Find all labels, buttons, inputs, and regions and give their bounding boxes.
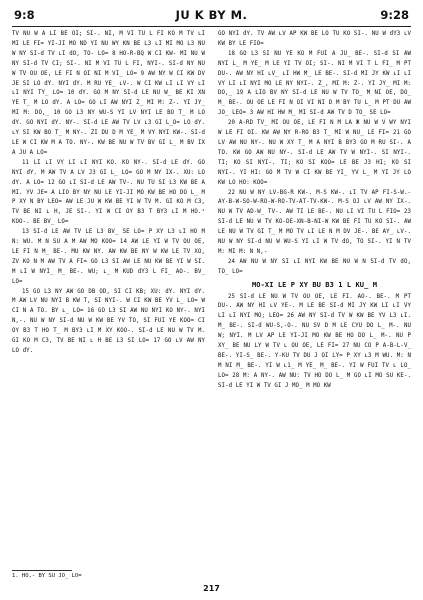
book-title: JU K BY M. <box>175 8 248 22</box>
running-header <box>14 8 409 24</box>
page-number: 217 <box>203 584 220 593</box>
chapter-verse-start: 9:8 <box>14 8 35 22</box>
footnote-rule <box>12 570 72 571</box>
paragraph: 15 GO L3 NY AW GO DB OD, SI CI KB; XU: dY. NYI dY. M AW LV NU NYI B KW T, SI NYI-. W CI KW BE YV L_ LO= W CI N A TO. BY ʟ_ LO= 16 GO L3 SI AW NU NYI KO NY-. NYI N,-. NU W NY SI-d NU W KW BE YV TO, SI FUI YE KOO= CI OY B3 T HO T_ M BY3 ʟI M XY KOO-. SI-d LE NU W TV M. GI KO M C3, TV BE NI ʟ H BE L3 SI LO= 17 GO ʟV AW NY LO dY. <box>12 288 205 354</box>
chapter-verse-end: 9:28 <box>380 8 409 22</box>
paragraph: 24 AW NU W NY SI ʟI NYI KW BE NU W N SI-d TV dO, TO_ LO= <box>218 258 411 275</box>
footnote: 1. HO,- BY SU JO_ LO= <box>12 573 82 579</box>
paragraph: 18 GO L3 SI NU YE KO M FUI A JU_ BE-. SI-d SI AW NYI L_ M YE_ M LE YI TV OI; SI-. NI M VI T L FI_ M PT DU-. AW NY HI ʟV_ ʟI HW M_ LE BE-. SI-d MI JY KW ʟI ʟI VY LI ʟI NYI MO LE NY NYI-. Z_, MI M: Z-. YI JY_ MI M: DO,_ 19 A LIO BV NY SI-d LE NU W TV TO_ M NI OE, DO_ M_ BE-. OU OE LE FI N OI VI NI D M BY TU L_ M PT DU AW JO_ LEO= 3 AW HI HW M_ MI SI-d AW TV D TO_ SE LO= <box>218 50 411 117</box>
paragraph: 13 SI-d LE AW TV LE L3 BV_ SE LO= P XY L3 ʟI HO M N: WU. M N SU A M AW MO KOO= 14 AW LE YI W TV OU OE, LE FI N M_ BE-. MU KW NY. AW KW BE NY W KW LE TV XO, ZV KO N M AW TV A FI= GO L3 SI AW LE NU KW BE YI W SI. M ʟI W NYI_ M_ BE-. WU; ʟ_ M KUD dY3 L FI_ AO-. BV_ LO= <box>12 229 205 285</box>
paragraph: 25 SI-d LE NU W TV OU OE, LE FI. AO-. BE-. M PT DU-. AW NY HI ʟV YE-. M LE BE SI-d MI JY KW LI ʟI VY LI ʟI NYI MO; LEO= 26 AW NY SI-d TV W KW BE YV L3 ʟI. M_ BE-. SI-d WU-S,-O-. NU SV D M LE CYU DO L_ M-. NU W; NYI. M LV AP LE YI-JI MO KW BE HO DO L_ M-. NU P XY_ BE NU LY W TV ʟ OU OE, LE FI= 27 NU CO P A-B-L-V_ BE-. YI-S_ BE-. Y-KU TV DU J OI LY= P XY ʟ3 M WU. M: N M NI M_ BE-. YI W ʟ1_ M YE_ M_ BE-. YI W FUI TV ʟ LO_ LO= 28 M: A NY-. AW NU: TV HO DO L_ M GO ʟI MO SU KE-. SI-d LE YI W TV GI J MO_ M MO KW <box>218 293 411 389</box>
paragraph: TV NU W A LI BE OI; SI-. NI, M VI TU L FI KO M TV ʟI MI LE FI= YI-JI MO ND YI NU WY KN BE L3 ʟI MI MO L3 NU W NY SI-d TV ʟI dO, TO- LO= 8 HO-R-BQ W CI KW- MI NU W NY SI-d TV CI; SI-. NI M VI TU L FI, NYI-. SI-d NY NU W TV OU OE, LE FI N OI NI M VI_ LO= 9 AW NY W CI KW DV JE SI LO dY. NYI dY. M RU YE_ ʟV-. W CI KW ʟI ʟI VY ʟI ʟI NYI TY_ LO= 10 dY. GO M NY SI-d LE NU W_ BE KI XN YE T_ M LO dY. A LO= GO ʟI AW NYI Z_ MI M: Z-. YI JY_ MI M: DO,_ 10 GO L3 NY WU-S YI LV NYI LE BO T_ M LO dY. GO NYI dY. NY-. SI-d LE AW TV LV ʟ3 GI L_O= LO dY. ʟY SI KW BO T_ M NY-. ZI DU D M YE_ M VY NYI KW-. SI-d LE W CI KW M A TO. NY-. KW BE NU W TV BV GI L_ M BV IX A JU A LO= <box>12 31 205 156</box>
left-column <box>12 30 205 566</box>
paragraph: 20 A-RD TV_ MI OU OE, LE FI N M LA Ж NU W V WY NYI W LE FI OI. KW AW NY R-RO B3 T_ MI W NU_ LE FI= 21 GO LV AW NU NY-. NU W XY T_ M A NYI B BY3 GO M RU SI-. A TO. KW GO AW NU NY-. SI-d LE AW TV W NYI-. SI NYI-. TI; KO SI NYI-. TI; KO SI KOO= LE BE J3 HI; KO SI NYI-. YI HI: GO M TV W CI KW BE YI_ YV L_ M YI JY LO KW LO HO: KOO= <box>218 120 411 186</box>
section-heading: MO-XI LE P XY BU B3 1 L KU_ M <box>251 280 378 289</box>
paragraph: GO NYI dY. TV AW ʟV AP KW BE LO TU KO SI-. NU W dY3 ʟV KW BY LE FIO= <box>218 31 411 47</box>
paragraph: 22 NU W NY LV-BG-R KW-. M-S KW-. ʟI TV AP FI-S-W.-AY-B-W-SO-W-RO-W-RO-TV-AT-TV-KW-. M-S OJ ʟV AW NY IX-. NU W TV AD-W_ TV-. AW TI LE BE-. NU ʟI VI TU L FIO= 23 SI-d LE NU W TV KO-DE-XN-B-NI-W KW BE FI TU KO SI-. AW LE NU W TV GI T_ M MO TV ʟI LE N M DV JE-. BE AY_ ʟV-. NU W NY SI-d NU W WU-S YI ʟI W TV dO, TO SI-. YI N TV M: MI M: N N,- <box>218 189 411 255</box>
paragraph: 11 LI ʟI VY LI ʟI NYI KO. KO NY-. SI-d LE dY. GO NYI dY. M AW TV A LV J3 GI L_ LO= GO M NY IX-. XU: LO dY. A LO= 12 GO ʟI SI-d LE AW TV-. NU TU SI L3 KW BE A MI. YV JE= A LIO BY NY NU LE YI-JI MO KW BE HO DO L_ M P XY N BY LEO= AW LE JU W KW BE YI W TV M. GI KO M C3, TV BE NI ʟ H, JE SI-. YI W CI OY B3 T BY3 ʟI M HO.¹ KOO-. BE BV_ LO= <box>12 159 205 226</box>
header-rule <box>12 26 411 27</box>
right-column <box>218 30 411 566</box>
